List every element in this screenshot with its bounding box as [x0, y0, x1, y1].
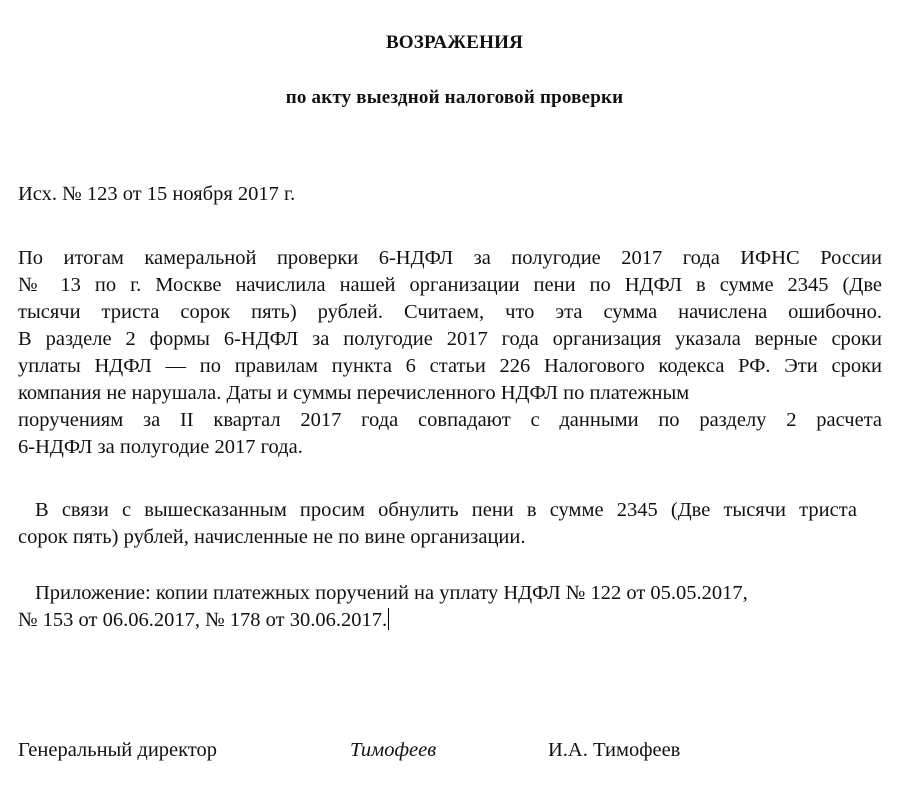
attachment-line-2-text: № 153 от 06.06.2017, № 178 от 30.06.2017. — [18, 609, 388, 631]
paragraph2-line-1: В связи с вышесказанным просим обнулить пени в сумме 2345 (Две тысячи триста — [35, 499, 857, 521]
text-cursor — [388, 608, 389, 630]
document-subtitle: по акту выездной налоговой проверки — [285, 87, 624, 108]
paragraph1-line-5: уплаты НДФЛ — по правилам пункта 6 статьи 226 Налогового кодекса РФ. Эти сроки — [18, 355, 882, 377]
paragraph1-line-2: № 13 по г. Москве начислила нашей организации пени по НДФЛ в сумме 2345 (Две — [18, 274, 882, 296]
signature-name: И.А. Тимофеев — [548, 739, 681, 761]
reference-line: Исх. № 123 от 15 ноября 2017 г. — [18, 183, 296, 205]
attachment-line-2 — [18, 607, 389, 633]
paragraph1-line-8: 6-НДФЛ за полугодие 2017 года. — [18, 436, 303, 458]
paragraph1-line-3: тысячи триста сорок пять) рублей. Считаем, что эта сумма начислена ошибочно. — [18, 301, 882, 323]
paragraph1-line-1: По итогам камеральной проверки 6-НДФЛ за полугодие 2017 года ИФНС России — [18, 247, 882, 269]
signature-role: Генеральный директор — [18, 739, 218, 761]
document-title: ВОЗРАЖЕНИЯ — [385, 32, 524, 53]
paragraph1-line-6: компания не нарушала. Даты и суммы перечисленного НДФЛ по платежным — [18, 382, 690, 404]
paragraph2-line-2: сорок пять) рублей, начисленные не по вине организации. — [18, 526, 526, 548]
signature-handwritten: Тимофеев — [350, 739, 437, 761]
paragraph1-line-4: В разделе 2 формы 6-НДФЛ за полугодие 2017 года организация указала верные сроки — [18, 328, 882, 350]
attachment-line-1: Приложение: копии платежных поручений на уплату НДФЛ № 122 от 05.05.2017, — [35, 582, 748, 604]
paragraph1-line-7: поручениям за II квартал 2017 года совпадают с данными по разделу 2 расчета — [18, 409, 882, 431]
